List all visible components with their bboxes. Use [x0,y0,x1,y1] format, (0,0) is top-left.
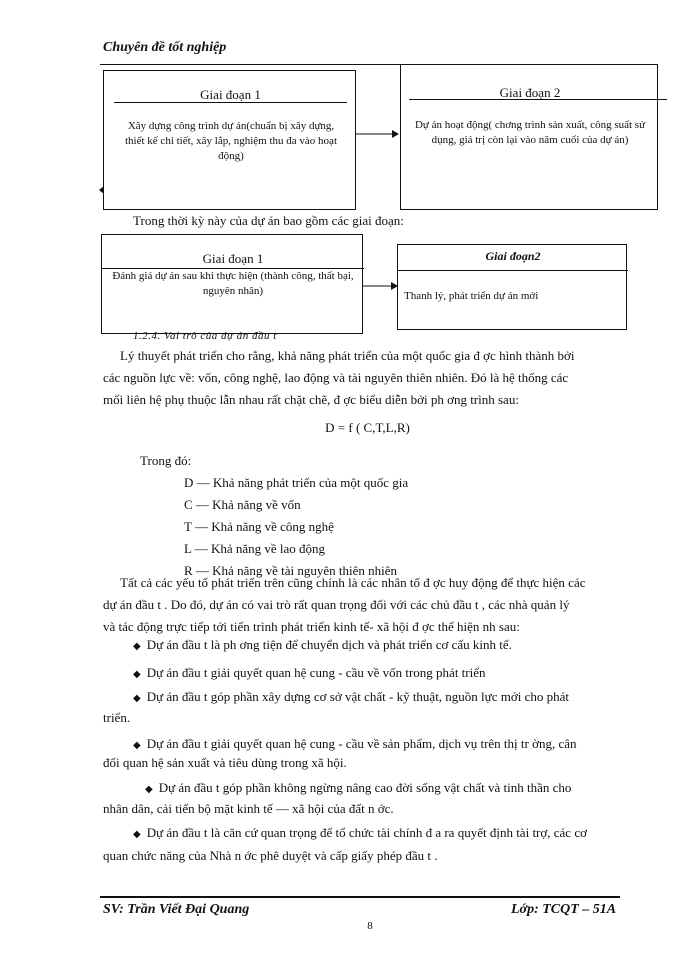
footer-rule [100,896,620,898]
post-stage1-box [101,234,363,334]
post-stage1-description: Đánh giá dự án sau khi thực hiện (thành công, thất bại, nguyên nhân) [112,270,354,297]
paragraph-line: các nguồn lực về: vốn, công nghệ, lao động và tài nguyên thiên nhiên. Đó là hệ thống các [103,370,569,385]
stage2-title: Giai đoạn 2 [499,85,561,100]
paragraph-2-continued [103,594,643,638]
where-label: Trong đó: [140,453,192,468]
definition-item: L — Khả năng về lao động [184,541,326,556]
stage2-title-underline [409,99,667,100]
definition-item: D — Khả năng phát triển của một quốc gia [184,475,409,490]
arrow-right-icon [356,128,400,140]
footer-student-name: SV: Trần Viết Đại Quang [103,902,250,917]
bullet-text: Dự án đầu t góp phần không ngừng nâng cao đời sống vật chất và tinh thần cho [158,780,572,795]
bullet-item [133,662,643,686]
diamond-bullet-icon: ◆ [133,641,141,652]
bullet-continuation: đối quan hệ sản xuất và tiêu dùng trong xã hội. [103,755,347,770]
footer-class: Lớp: TCQT – 51A [511,902,617,917]
paragraph-1 [120,345,640,367]
post-stage2-title: Giai đoạn2 [485,249,541,263]
bullet-text: Dự án đầu t là căn cứ quan trọng để tổ chức tài chính đ a ra quyết định tài trợ, các cơ [146,825,587,840]
post-stage2-box [397,244,627,330]
diamond-bullet-icon: ◆ [133,740,141,751]
section-heading: 1.2.4. Vai trò của dự án đầu t [133,330,277,342]
post-stage2-description: Thanh lý, phát triển dự án mới [404,290,539,302]
arrow-right-icon [363,280,399,292]
bullet-text: Dự án đầu t góp phần xây dựng cơ sở vật chất - kỹ thuật, nguồn lực mới cho phát [146,689,569,704]
post-stage2-title-underline [398,270,628,271]
definition-item: T — Khả năng về công nghệ [184,519,334,534]
definitions-list [184,472,408,582]
definition-item: C — Khả năng về vốn [184,497,301,512]
bullet-item [133,634,643,658]
diamond-bullet-icon: ◆ [133,829,141,840]
bullet-continuation: quan chức năng của Nhà n ớc phê duyệt và cấp giấy phép đầu t . [103,848,438,863]
bullet-continuation: nhân dân, cải tiến bộ mặt kinh tế — xã hội của đất n ớc. [103,801,394,816]
bullet-continuation: triển. [103,710,131,725]
diamond-bullet-icon: ◆ [145,784,153,795]
bullet-text: Dự án đầu t giải quyết quan hệ cung - cầu về vốn trong phát triển [146,665,486,680]
bullet-item [133,822,643,846]
stage2-box [400,64,658,210]
page-number: 8 [367,920,373,932]
bullet-text: Dự án đầu t giải quyết quan hệ cung - cầu về sản phẩm, dịch vụ trên thị tr ờng, cân [146,736,577,751]
paragraph-line: dự án đầu t . Do đó, dự án có vai trò rất quan trọng đối với các chủ đầu t , các nhà quản lý [103,597,570,612]
stage1-title-underline [114,102,347,103]
intro-line: Trong thời kỳ này của dự án bao gồm các giai đoạn: [133,213,404,228]
paragraph-2 [120,572,640,594]
stage1-title: Giai đoạn 1 [200,87,261,102]
definition-item: R — Khả năng về tài nguyên thiên nhiên [184,563,398,578]
stage1-box [103,70,356,210]
diamond-bullet-icon: ◆ [133,669,141,680]
paragraph-line: và tác động trực tiếp tới tiến trình phát triển kinh tế- xã hội đ ợc thể hiện nh sau: [103,619,520,634]
paragraph-line: mối liên hệ phụ thuộc lẫn nhau rất chặt chẽ, đ ợc biểu diễn bởi ph ơng trình sau: [103,392,519,407]
paragraph-line: Tất cả các yếu tố phát triển trên cũng chính là các nhân tố đ ợc huy động để thực hiện các [120,575,586,590]
paragraph-line: Lý thuyết phát triển cho rằng, khả năng phát triển của một quốc gia đ ợc hình thành bởi [120,348,575,363]
diamond-bullet-icon: ◆ [133,693,141,704]
bullet-item [133,686,643,710]
post-stage1-title: Giai đoạn 1 [202,251,264,266]
stage2-description: Dự án hoạt động( chơng trình sản xuất, công suất sử dụng, giá trị còn lại vào năm cuối của dự án) [414,119,646,146]
stage1-description: Xây dựng công trình dự án(chuẩn bị xây dựng, thiết kế chi tiết, xây lắp, nghiệm thu đa vào hoạt động) [125,120,337,162]
paragraph-1-continued [103,367,633,411]
document-header-title: Chuyên đề tốt nghiệp [103,40,227,55]
formula: D = f ( C,T,L,R) [325,420,410,435]
bullet-text: Dự án đầu t là ph ơng tiện để chuyển dịch và phát triển cơ cấu kinh tế. [146,637,512,652]
small-marker-icon [99,186,104,194]
